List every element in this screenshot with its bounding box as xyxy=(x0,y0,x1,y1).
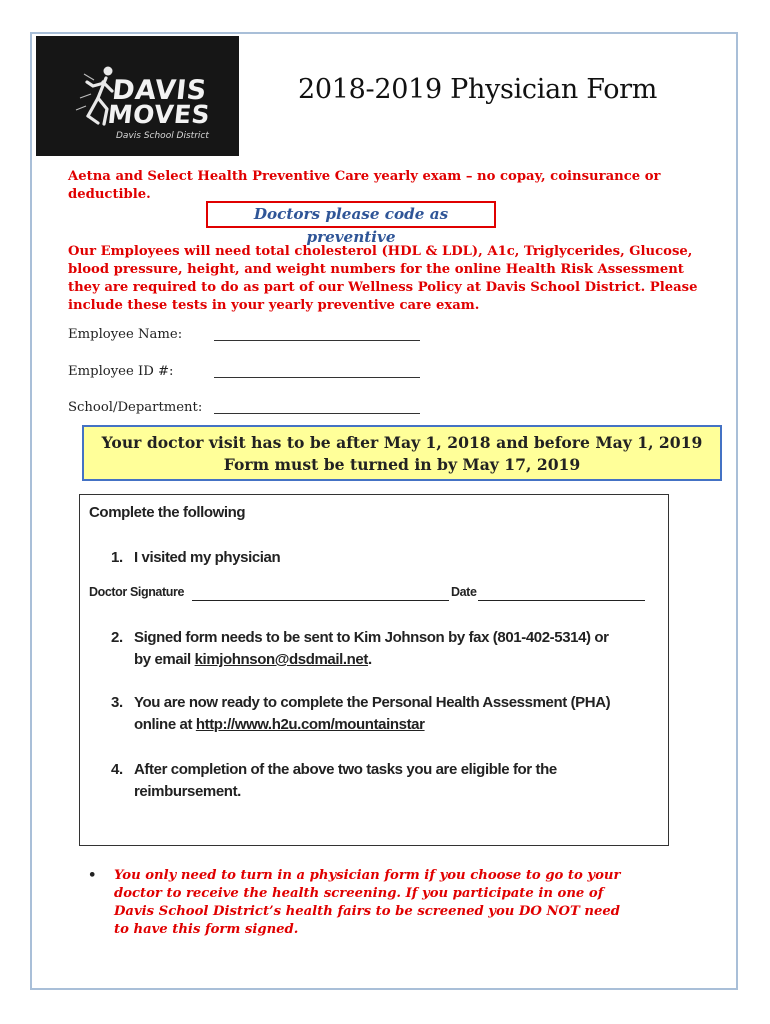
test-requirements: Our Employees will need total cholesterol (HDL & LDL), A1c, Triglycerides, Glucose, blood pressure, height, and weight numbers for the online Health Risk Assessment they are required to do as part of our Wellness Policy at Davis School District. Please include these tests in your yearly preventive care exam. xyxy=(68,244,698,313)
step-4-line-1: After completion of the above two tasks you are eligible for the xyxy=(134,761,557,778)
step-3-url-prefix: online at xyxy=(134,716,196,733)
deadline-notice xyxy=(82,425,722,481)
step-2-number: 2. xyxy=(111,629,123,646)
doctor-signature-line[interactable] xyxy=(192,600,449,601)
step-4-line-2: reimbursement. xyxy=(134,783,241,800)
step-1-text: I visited my physician xyxy=(134,549,281,566)
step-2-text xyxy=(134,627,654,671)
school-department-line[interactable] xyxy=(214,413,420,414)
date-line[interactable] xyxy=(478,600,645,601)
step-2-line-1: Signed form needs to be sent to Kim Johnson by fax (801-402-5314) or xyxy=(134,629,609,646)
svg-text:Davis School District: Davis School District xyxy=(116,131,209,141)
steps-heading: Complete the following xyxy=(89,504,246,521)
employee-id-line[interactable] xyxy=(214,377,420,378)
step-3 xyxy=(111,692,656,736)
date-label: Date xyxy=(451,585,477,599)
step-2 xyxy=(111,627,656,671)
page-title: 2018-2019 Physician Form xyxy=(298,74,658,105)
runner-logo-icon xyxy=(36,36,239,156)
employee-name-line[interactable] xyxy=(214,340,420,341)
davis-moves-logo xyxy=(36,36,239,156)
step-2-period: . xyxy=(367,651,372,668)
step-4-number: 4. xyxy=(111,761,123,778)
employee-name-label: Employee Name: xyxy=(68,327,183,342)
doctor-signature-label: Doctor Signature xyxy=(89,585,184,599)
svg-text:MOVES: MOVES xyxy=(106,100,212,129)
insurance-intro: Aetna and Select Health Preventive Care yearly exam – no copay, coinsurance or deductible. xyxy=(68,169,661,202)
step-4-text xyxy=(134,759,654,803)
deadline-line-1: Your doctor visit has to be after May 1, 2018 and before May 1, 2019 xyxy=(101,433,703,452)
bullet-icon: • xyxy=(88,868,97,883)
step-3-line-1: You are now ready to complete the Personal Health Assessment (PHA) xyxy=(134,694,611,711)
step-1 xyxy=(111,547,651,569)
footnote-text: You only need to turn in a physician form if you choose to go to your doctor to receive the health screening. If you participate in one of Davis School District’s health fairs to be screened you DO NOT need to have this form signed. xyxy=(114,868,621,937)
school-department-label: School/Department: xyxy=(68,400,203,415)
code-notice-box: Doctors please code as preventive xyxy=(206,201,496,228)
h2u-mountainstar-link[interactable]: http://www.h2u.com/mountainstar xyxy=(195,716,425,733)
step-2-email-prefix: by email xyxy=(134,651,195,668)
step-4 xyxy=(111,759,656,803)
step-3-text xyxy=(134,692,654,736)
step-1-number: 1. xyxy=(111,549,123,566)
step-3-number: 3. xyxy=(111,694,123,711)
deadline-line-2: Form must be turned in by May 17, 2019 xyxy=(223,455,581,474)
employee-id-label: Employee ID #: xyxy=(68,364,174,379)
kim-johnson-email-link[interactable]: kimjohnson@dsdmail.net xyxy=(194,651,368,668)
svg-text:DAVIS: DAVIS xyxy=(110,75,209,106)
